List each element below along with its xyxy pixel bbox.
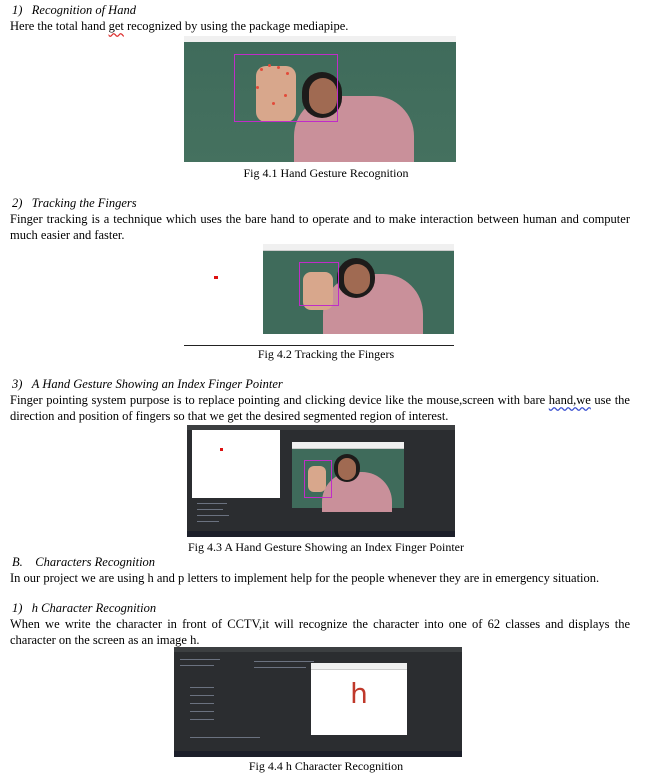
figure-hand-gesture-recognition <box>184 36 456 162</box>
paragraph-index-finger-pointer: Finger pointing system purpose is to replace pointing and clicking device like the mouse,screen with bare hand,we use the direction and position of fingers so that we get the desired segmented region of interest. <box>10 393 630 423</box>
paragraph-h-character-recognition: When we write the character in front of CCTV,it will recognize the character into one of 62 classes and displays the character on the screen as an image h. <box>10 617 630 647</box>
hand-bounding-box <box>304 460 332 498</box>
code-line <box>197 503 227 504</box>
landmark-point <box>260 68 263 71</box>
landmark-point <box>268 64 271 67</box>
code-line <box>190 719 214 720</box>
pointer-point <box>220 448 223 451</box>
hand-bounding-box <box>234 54 338 122</box>
caption-fig-4-1: Fig 4.1 Hand Gesture Recognition <box>243 166 409 180</box>
camera-window <box>292 442 404 508</box>
paragraph-recognition-of-hand: Here the total hand get recognized by using the package mediapipe. <box>10 19 349 33</box>
section-heading-tracking-fingers: 2) Tracking the Fingers <box>12 196 137 210</box>
code-line <box>180 665 214 666</box>
landmark-point <box>256 86 259 89</box>
code-line <box>197 515 229 516</box>
window-titlebar <box>263 244 454 251</box>
code-line <box>190 703 214 704</box>
code-line <box>254 661 314 662</box>
code-line <box>190 737 260 738</box>
canvas-window <box>192 430 280 498</box>
caption-fig-4-3: Fig 4.3 A Hand Gesture Showing an Index Finger Pointer <box>188 540 464 554</box>
taskbar <box>174 751 462 757</box>
character-output-window <box>311 663 407 735</box>
paragraph-characters-recognition: In our project we are using h and p letters to implement help for the people whenever they are in emergency situation. <box>10 571 600 585</box>
caption-fig-4-2: Fig 4.2 Tracking the Fingers <box>257 347 395 361</box>
person-face <box>338 458 356 480</box>
section-heading-recognition-of-hand: 1) Recognition of Hand <box>12 3 136 17</box>
code-line <box>190 695 214 696</box>
code-line <box>190 711 214 712</box>
figure-index-finger-pointer <box>187 425 455 537</box>
person-face <box>344 264 370 294</box>
code-line <box>197 521 219 522</box>
landmark-point <box>277 66 280 69</box>
caption-fig-4-4: Fig 4.4 h Character Recognition <box>248 759 404 773</box>
figure-h-character-recognition <box>174 647 462 757</box>
ide-menu-bar <box>174 647 462 652</box>
window-titlebar <box>311 663 407 670</box>
code-line <box>190 687 214 688</box>
hand-bounding-box <box>299 262 339 306</box>
code-line <box>180 659 220 660</box>
paragraph-tracking-fingers: Finger tracking is a technique which uses the bare hand to operate and to make interaction between human and computer much easier and faster. <box>10 212 630 242</box>
window-titlebar <box>292 442 404 449</box>
landmark-point <box>286 72 289 75</box>
figure-tracking-fingers <box>184 244 454 346</box>
section-heading-characters-recognition: B. Characters Recognition <box>12 555 156 569</box>
code-line <box>197 509 223 510</box>
person-body <box>322 472 392 512</box>
recognized-character: h <box>350 677 368 710</box>
landmark-point <box>272 102 275 105</box>
camera-window <box>263 244 454 334</box>
taskbar <box>187 531 455 537</box>
landmark-point <box>284 94 287 97</box>
code-line <box>254 667 306 668</box>
section-heading-h-character-recognition: 1) h Character Recognition <box>12 601 157 615</box>
tracked-point <box>214 276 218 279</box>
section-heading-index-finger-pointer: 3) A Hand Gesture Showing an Index Finger Pointer <box>12 377 283 391</box>
